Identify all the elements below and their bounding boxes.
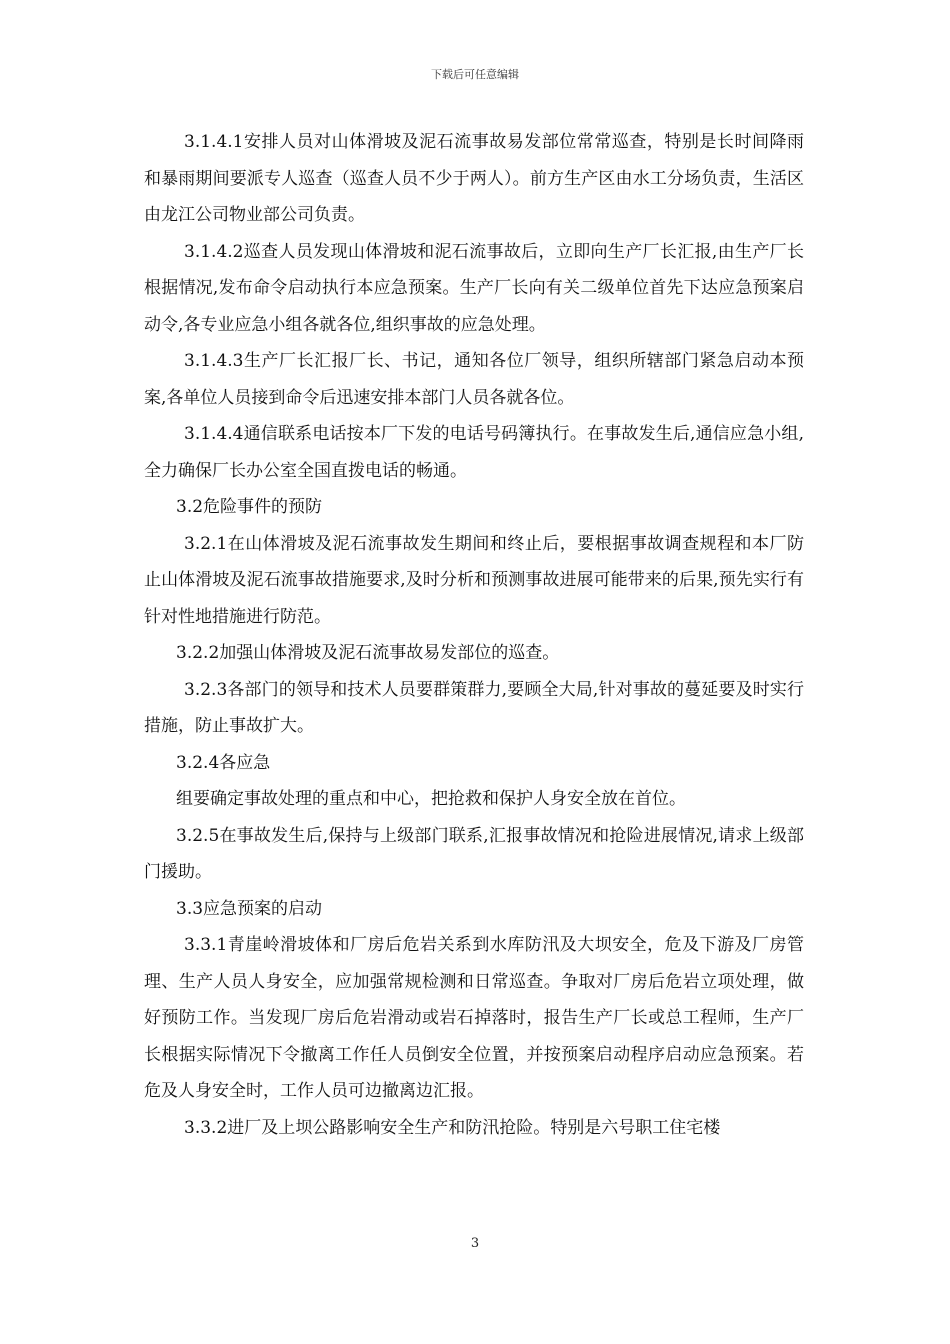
paragraph-3-2-5: 3.2.5在事故发生后,保持与上级部门联系,汇报事故情况和抢险进展情况,请求上级部门援助。 [144, 825, 804, 882]
paragraph-3-3-1: 3.3.1青崖岭滑坡体和厂房后危岩关系到水库防汛及大坝安全，危及下游及厂房管理、生产人员人身安全，应加强常规检测和日常巡查。争取对厂房后危岩立项处理，做好预防工作。当发现厂房后危岩滑动或岩石掉落时，报告生产厂长或总工程师，生产厂长根据实际情况下令撤离工作任人员倒安全位置，并按预案启动程序启动应急预案。若危及人身安全时，工作人员可边撤离边汇报。 [144, 935, 804, 1101]
paragraph-3-2-4-continued: 组要确定事故处理的重点和中心，把抢救和保护人身安全放在首位。 [176, 789, 686, 809]
paragraph-3-1-4-3: 3.1.4.3生产厂长汇报厂长、书记，通知各位厂领导，组织所辖部门紧急启动本预案,各单位人员接到命令后迅速安排本部门人员各就各位。 [144, 351, 804, 408]
section-heading-3-2: 3.2危险事件的预防 [176, 497, 323, 517]
paragraph-3-2-3: 3.2.3各部门的领导和技术人员要群策群力,要顾全大局,针对事故的蔓延要及时实行措施，防止事故扩大。 [144, 679, 804, 736]
paragraph-3-1-4-2: 3.1.4.2巡查人员发现山体滑坡和泥石流事故后，立即向生产厂长汇报,由生产厂长根据情况,发布命令启动执行本应急预案。生产厂长向有关二级单位首先下达应急预案启动令,各专业应急小组各就各位,组织事故的应急处理。 [144, 241, 804, 335]
paragraph-3-2-2: 3.2.2加强山体滑坡及泥石流事故易发部位的巡查。 [176, 643, 560, 663]
section-heading-3-3: 3.3应急预案的启动 [176, 898, 323, 919]
paragraph-3-2-4: 3.2.4各应急 [176, 752, 271, 773]
page-number: 3 [470, 1236, 480, 1251]
paragraph-3-1-4-4: 3.1.4.4通信联系电话按本厂下发的电话号码簿执行。在事故发生后,通信应急小组,全力确保厂长办公室全国直拨电话的畅通。 [144, 424, 804, 481]
document-body [144, 124, 804, 1146]
paragraph-3-1-4-1: 3.1.4.1安排人员对山体滑坡及泥石流事故易发部位常常巡查，特别是长时间降雨和暴雨期间要派专人巡查（巡查人员不少于两人）。前方生产区由水工分场负责，生活区由龙江公司物业部公司负责。 [144, 132, 804, 225]
paragraph-3-2-1: 3.2.1在山体滑坡及泥石流事故发生期间和终止后，要根据事故调查规程和本厂防止山体滑坡及泥石流事故措施要求,及时分析和预测事故进展可能带来的后果,预先实行有针对性地措施进行防范。 [144, 533, 804, 627]
paragraph-3-3-2: 3.3.2进厂及上坝公路影响安全生产和防汛抢险。特别是六号职工住宅楼 [184, 1117, 721, 1138]
page-header: 下载后可任意编辑 [431, 68, 519, 81]
